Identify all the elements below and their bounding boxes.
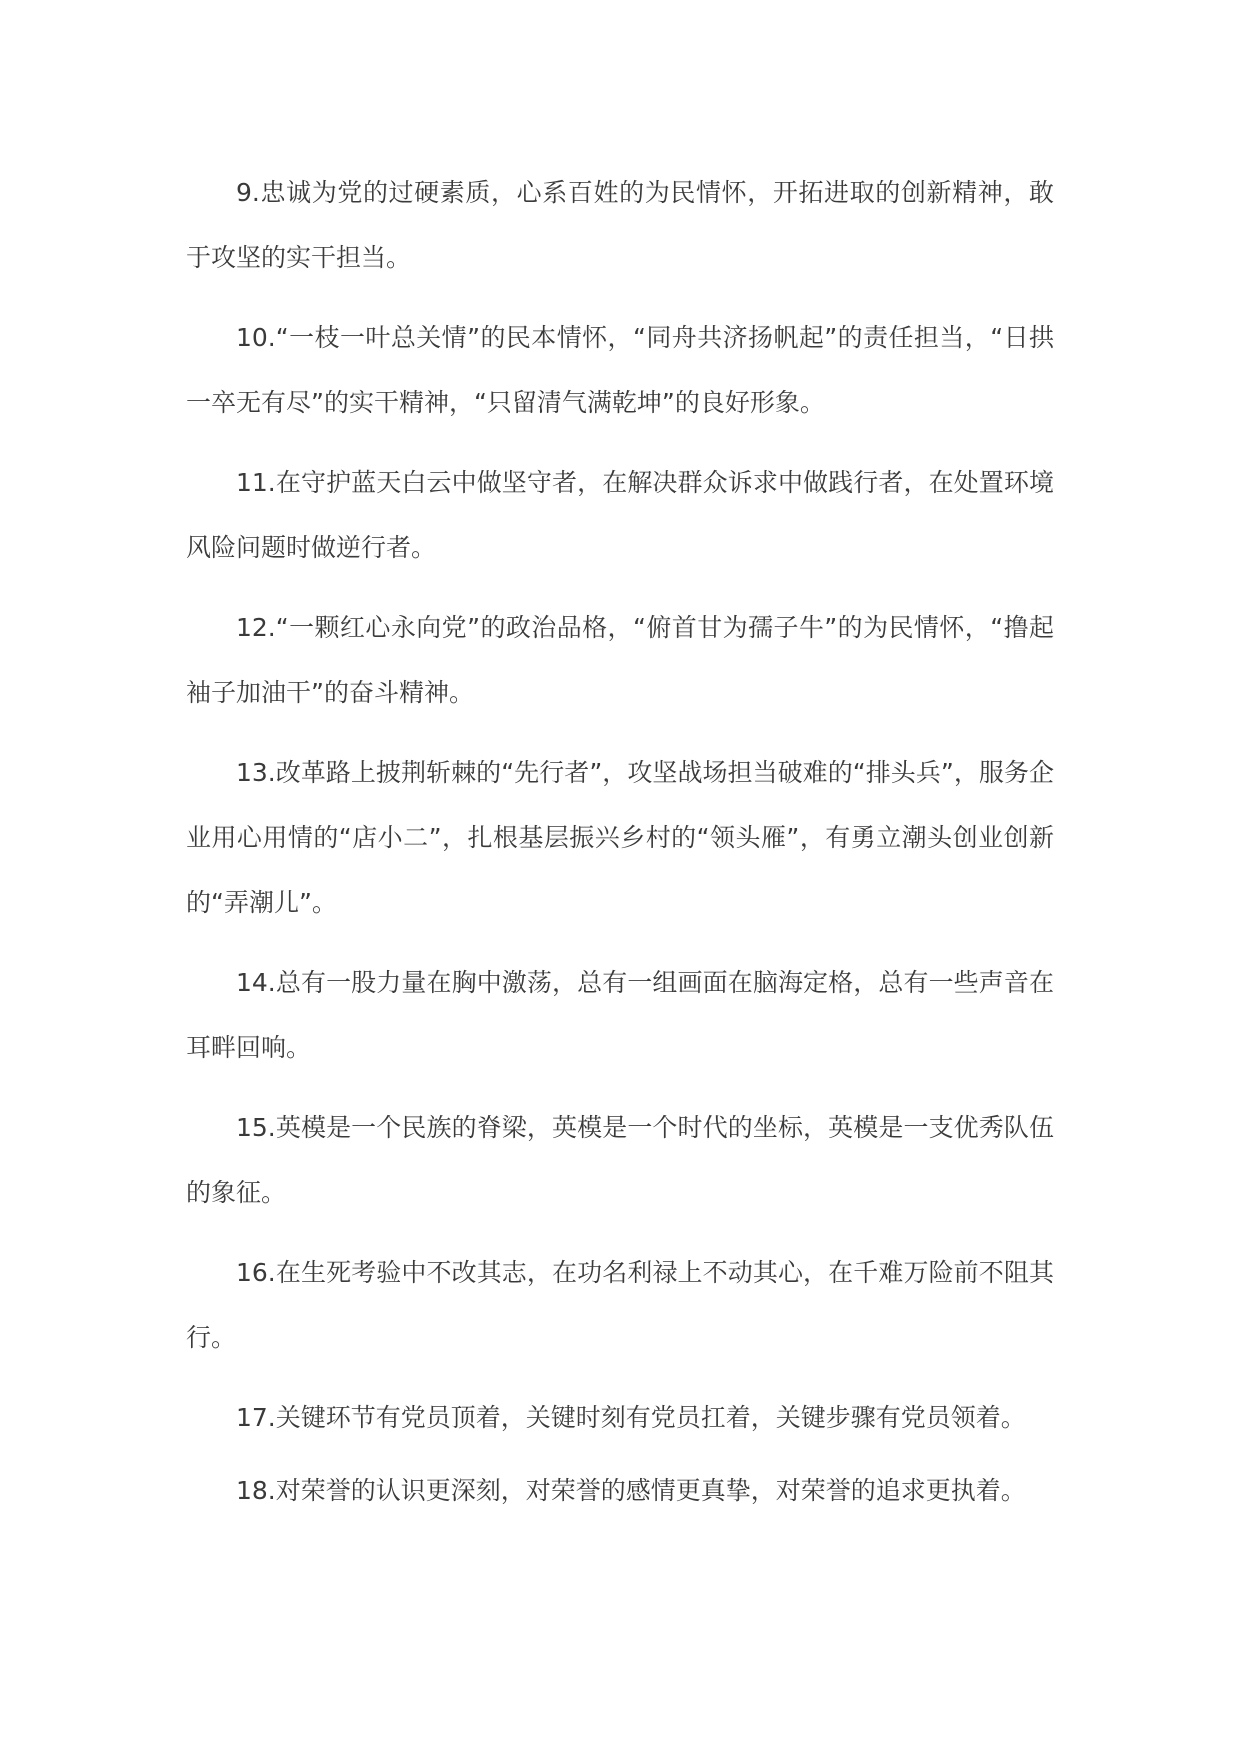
document-body xyxy=(186,160,1054,1538)
paragraph-10: 10.“一枝一叶总关情”的民本情怀，“同舟共济扬帆起”的责任担当，“日拱一卒无有尽”的实干精神，“只留清气满乾坤”的良好形象。 xyxy=(186,323,1054,417)
paragraph-9: 9.忠诚为党的过硬素质，心系百姓的为民情怀，开拓进取的创新精神，敢于攻坚的实干担当。 xyxy=(186,178,1054,272)
paragraph-18: 18.对荣誉的认识更深刻，对荣誉的感情更真挚，对荣誉的追求更执着。 xyxy=(236,1476,1026,1505)
paragraph-15: 15.英模是一个民族的脊梁，英模是一个时代的坐标，英模是一支优秀队伍的象征。 xyxy=(186,1113,1054,1207)
paragraph-13: 13.改革路上披荆斩棘的“先行者”，攻坚战场担当破难的“排头兵”，服务企业用心用情的“店小二”，扎根基层振兴乡村的“领头雁”，有勇立潮头创业创新的“弄潮儿”。 xyxy=(186,758,1054,917)
paragraph-16: 16.在生死考验中不改其志，在功名利禄上不动其心，在千难万险前不阻其行。 xyxy=(186,1258,1054,1352)
paragraph-12: 12.“一颗红心永向党”的政治品格，“俯首甘为孺子牛”的为民情怀，“撸起袖子加油干”的奋斗精神。 xyxy=(186,613,1054,707)
paragraph-14: 14.总有一股力量在胸中激荡，总有一组画面在脑海定格，总有一些声音在耳畔回响。 xyxy=(186,968,1054,1062)
paragraph-17: 17.关键环节有党员顶着，关键时刻有党员扛着，关键步骤有党员领着。 xyxy=(236,1403,1026,1432)
paragraph-11: 11.在守护蓝天白云中做坚守者，在解决群众诉求中做践行者，在处置环境风险问题时做逆行者。 xyxy=(186,468,1054,562)
